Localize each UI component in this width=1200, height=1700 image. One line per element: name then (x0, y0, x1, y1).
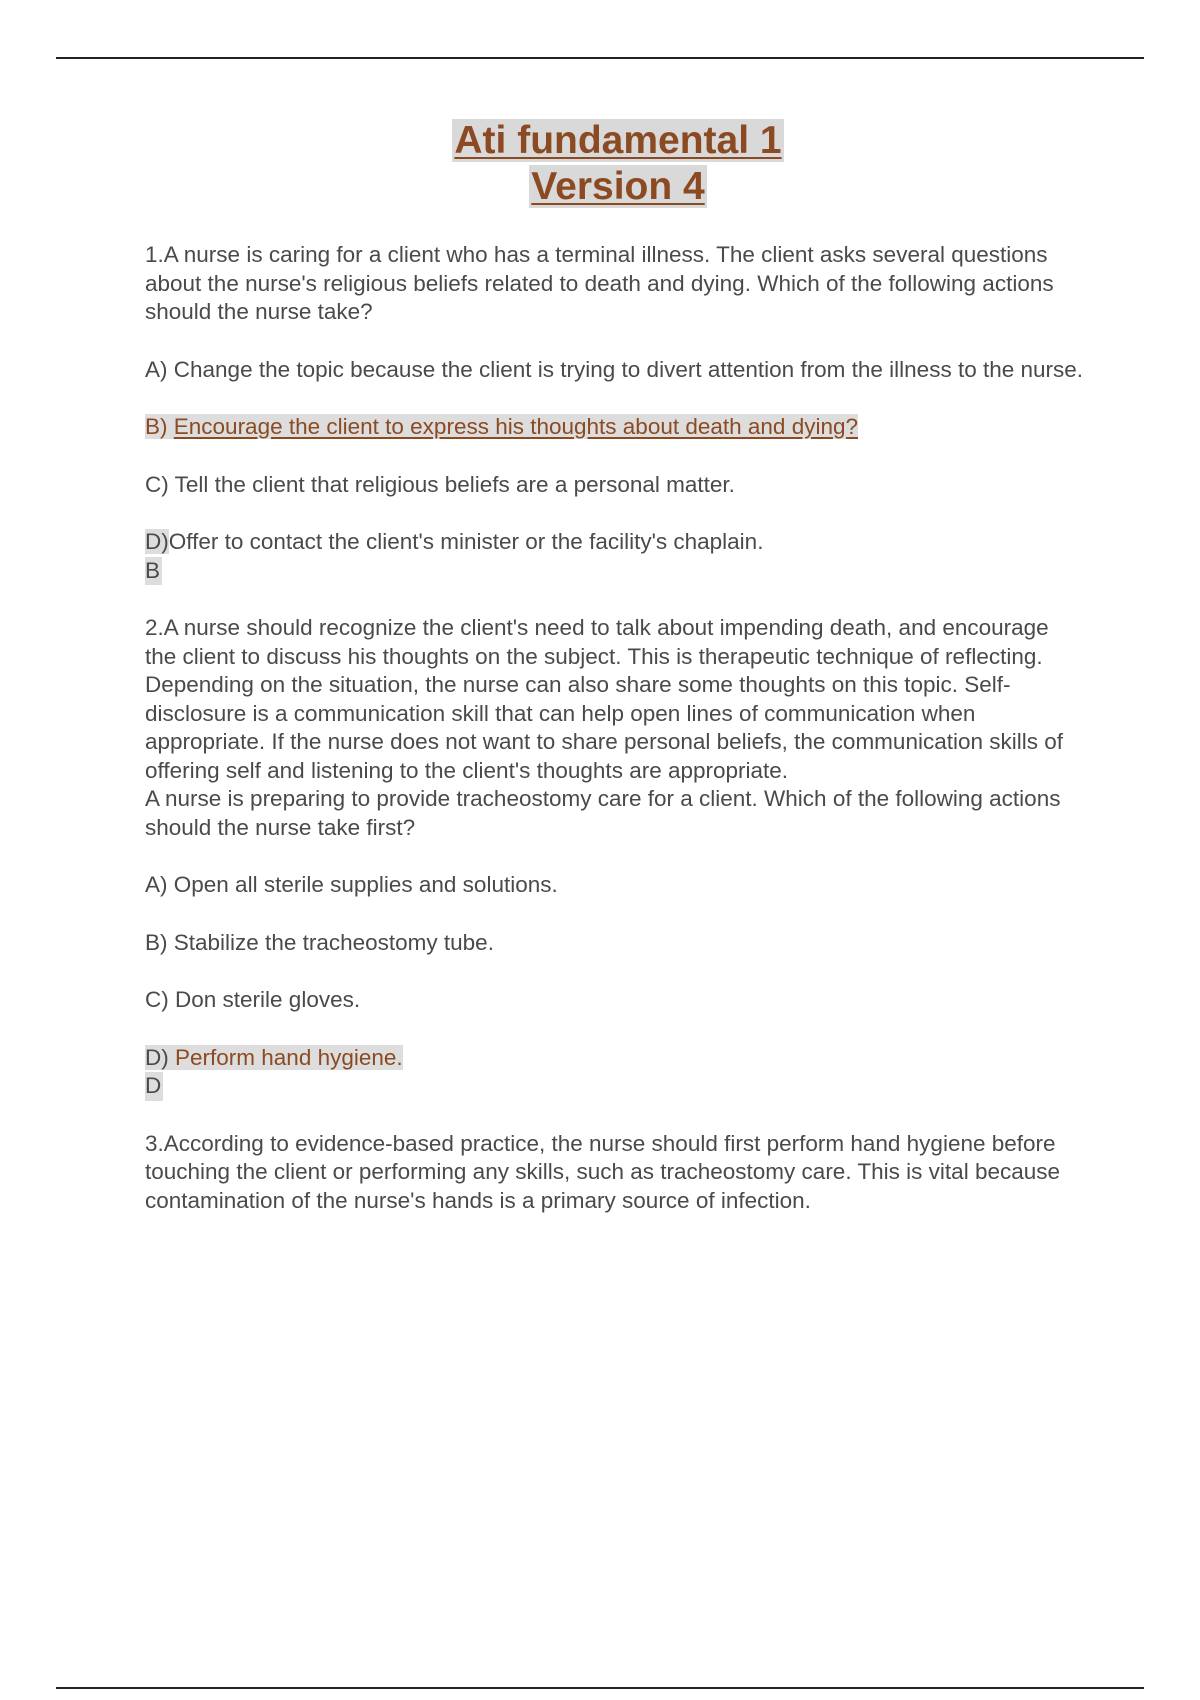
question-3-rationale: 3.According to evidence-based practice, the nurse should first perform hand hygiene before touching the client or performing any skills, such as tracheostomy care. This is vital because contamination of the nurse's hands is a primary source of infection. (145, 1130, 1061, 1213)
q2-option-b (145, 929, 1085, 958)
q1-option-d (145, 528, 1085, 557)
q1-option-c (145, 471, 1085, 500)
q2-option-c-letter: C) (145, 987, 169, 1012)
q2-answer-letter: D (145, 1072, 163, 1101)
q1-option-c-letter: C) (145, 471, 169, 497)
q2-option-d-text: Perform hand hygiene. (175, 1044, 403, 1070)
q2-option-a (145, 871, 1085, 900)
question-2-text: A nurse is preparing to provide tracheostomy care for a client. Which of the following actions should the nurse take first? (145, 786, 1061, 840)
bottom-rule (56, 1687, 1144, 1689)
q1-option-d-text: Offer to contact the client's minister or the facility's chaplain. (168, 529, 764, 554)
q2-option-b-text: Stabilize the tracheostomy tube. (173, 929, 494, 955)
question-2-rationale: 2.A nurse should recognize the client's need to talk about impending death, and encourage the client to discuss his thoughts on the subject. This is therapeutic technique of reflecting. Depending on the situation, the nurse can also share some thoughts on this topic. Self-disclosure is a communication skill that can help open lines of communication when appropriate. If the nurse does not want to share personal beliefs, the communication skills of offering self and listening to the client's thoughts are appropriate. (145, 615, 1064, 783)
q2-option-c (145, 986, 1085, 1015)
title-line-2: Version 4 (531, 165, 705, 208)
q1-option-b-letter: B) (145, 414, 168, 439)
top-rule (56, 57, 1144, 59)
q1-option-a-text: Change the topic because the client is trying to divert attention from the illness to the nurse. (173, 356, 1084, 382)
document-body (145, 241, 1085, 1215)
q2-option-d-letter: D) (145, 1044, 169, 1070)
q1-option-c-text: Tell the client that religious beliefs are a personal matter. (174, 471, 735, 497)
q1-answer (145, 557, 1085, 586)
question-1-text: 1.A nurse is caring for a client who has a terminal illness. The client asks several questions about the nurse's religious beliefs related to death and dying. Which of the following actions should the nurse take? (145, 242, 1054, 324)
q2-answer (145, 1072, 1085, 1101)
q2-option-d (145, 1044, 1085, 1073)
q1-answer-letter: B (145, 557, 162, 586)
q1-option-a (145, 356, 1085, 385)
q2-option-a-letter: A) (145, 872, 168, 897)
q1-option-a-letter: A) (145, 356, 168, 382)
q2-option-b-letter: B) (145, 929, 168, 955)
q1-option-d-letter: D) (145, 529, 169, 554)
page-title (0, 118, 1200, 210)
q2-option-a-text: Open all sterile supplies and solutions. (173, 872, 558, 897)
title-line-1: Ati fundamental 1 (454, 119, 782, 162)
q1-option-b-text: Encourage the client to express his thoughts about death and dying? (173, 414, 858, 439)
q2-option-c-text: Don sterile gloves. (175, 987, 361, 1012)
q1-option-b (145, 413, 1085, 442)
